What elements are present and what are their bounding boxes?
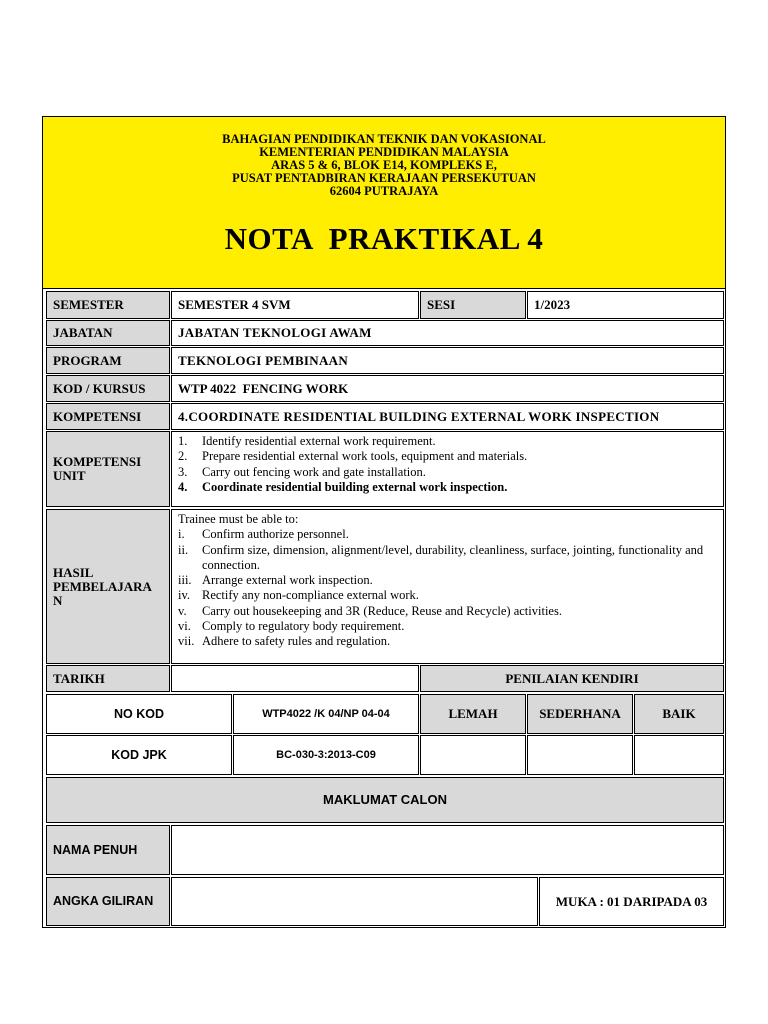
header-banner bbox=[43, 117, 725, 289]
document-title: NOTA PRAKTIKAL 4 bbox=[224, 221, 544, 256]
sederhana-label: SEDERHANA bbox=[527, 694, 633, 734]
nama-penuh-field[interactable] bbox=[171, 825, 724, 875]
muka-page-indicator: MUKA : 01 DARIPADA 03 bbox=[539, 877, 724, 926]
list-item: iv. Rectify any non-compliance external work. bbox=[178, 588, 419, 603]
kompetensi-unit-list bbox=[171, 431, 724, 507]
form-sheet bbox=[42, 116, 726, 928]
tarikh-field[interactable] bbox=[171, 665, 419, 692]
list-item: 2. Prepare residential external work tools, equipment and materials. bbox=[178, 449, 528, 464]
list-item: i. Confirm authorize personnel. bbox=[178, 527, 349, 542]
program-label: PROGRAM bbox=[46, 347, 170, 374]
org-line: BAHAGIAN PENDIDIKAN TEKNIK DAN VOKASIONAL bbox=[222, 132, 546, 146]
jabatan-value: JABATAN TEKNOLOGI AWAM bbox=[171, 320, 724, 346]
penilaian-kendiri-label: PENILAIAN KENDIRI bbox=[420, 665, 724, 692]
lemah-label: LEMAH bbox=[420, 694, 526, 734]
no-kod-value: WTP4022 /K 04/NP 04-04 bbox=[233, 694, 419, 734]
baik-label: BAIK bbox=[634, 694, 724, 734]
maklumat-calon-heading: MAKLUMAT CALON bbox=[46, 777, 724, 823]
sesi-label: SESI bbox=[420, 291, 526, 319]
list-item: 4. Coordinate residential building external work inspection. bbox=[178, 479, 508, 494]
list-item: vi. Comply to regulatory body requirement. bbox=[178, 619, 405, 634]
kod-kursus-label: KOD / KURSUS bbox=[46, 375, 170, 402]
sederhana-checkbox[interactable] bbox=[527, 735, 633, 775]
no-kod-label: NO KOD bbox=[46, 694, 232, 734]
kod-kursus-value: WTP 4022 FENCING WORK bbox=[171, 375, 724, 402]
org-line: ARAS 5 & 6, BLOK E14, KOMPLEKS E, bbox=[271, 158, 497, 172]
list-item: ii. Confirm size, dimension, alignment/level, durability, cleanliness, surface, jointing, functionality and connection. bbox=[178, 542, 704, 572]
angka-giliran-label: ANGKA GILIRAN bbox=[46, 877, 170, 926]
program-value: TEKNOLOGI PEMBINAAN bbox=[171, 347, 724, 374]
sesi-value: 1/2023 bbox=[527, 291, 724, 319]
org-line: 62604 PUTRAJAYA bbox=[329, 184, 439, 198]
baik-checkbox[interactable] bbox=[634, 735, 724, 775]
kod-jpk-value: BC-030-3:2013-C09 bbox=[233, 735, 419, 775]
hasil-pembelajaran-label: HASIL PEMBELAJARA N bbox=[46, 509, 170, 664]
tarikh-label: TARIKH bbox=[46, 665, 170, 692]
list-item: vii. Adhere to safety rules and regulation. bbox=[178, 634, 391, 649]
angka-giliran-field[interactable] bbox=[171, 877, 538, 926]
kompetensi-value: 4.COORDINATE RESIDENTIAL BUILDING EXTERNAL WORK INSPECTION bbox=[171, 403, 724, 430]
semester-value: SEMESTER 4 SVM bbox=[171, 291, 419, 319]
list-item: iii. Arrange external work inspection. bbox=[178, 573, 373, 588]
org-line: PUSAT PENTADBIRAN KERAJAAN PERSEKUTUAN bbox=[232, 171, 536, 185]
kod-jpk-label: KOD JPK bbox=[46, 735, 232, 775]
list-item: 3. Carry out fencing work and gate installation. bbox=[178, 464, 426, 479]
hasil-pembelajaran-list bbox=[171, 509, 724, 664]
kompetensi-unit-label: KOMPETENSI UNIT bbox=[46, 431, 170, 507]
org-line: KEMENTERIAN PENDIDIKAN MALAYSIA bbox=[259, 145, 509, 159]
jabatan-label: JABATAN bbox=[46, 320, 170, 346]
lemah-checkbox[interactable] bbox=[420, 735, 526, 775]
hasil-intro: Trainee must be able to: bbox=[178, 512, 299, 526]
list-item: v. Carry out housekeeping and 3R (Reduce, Reuse and Recycle) activities. bbox=[178, 603, 562, 618]
organization-address bbox=[43, 133, 725, 198]
list-item: 1. Identify residential external work requirement. bbox=[178, 434, 436, 448]
kompetensi-label: KOMPETENSI bbox=[46, 403, 170, 430]
semester-label: SEMESTER bbox=[46, 291, 170, 319]
nama-penuh-label: NAMA PENUH bbox=[46, 825, 170, 875]
